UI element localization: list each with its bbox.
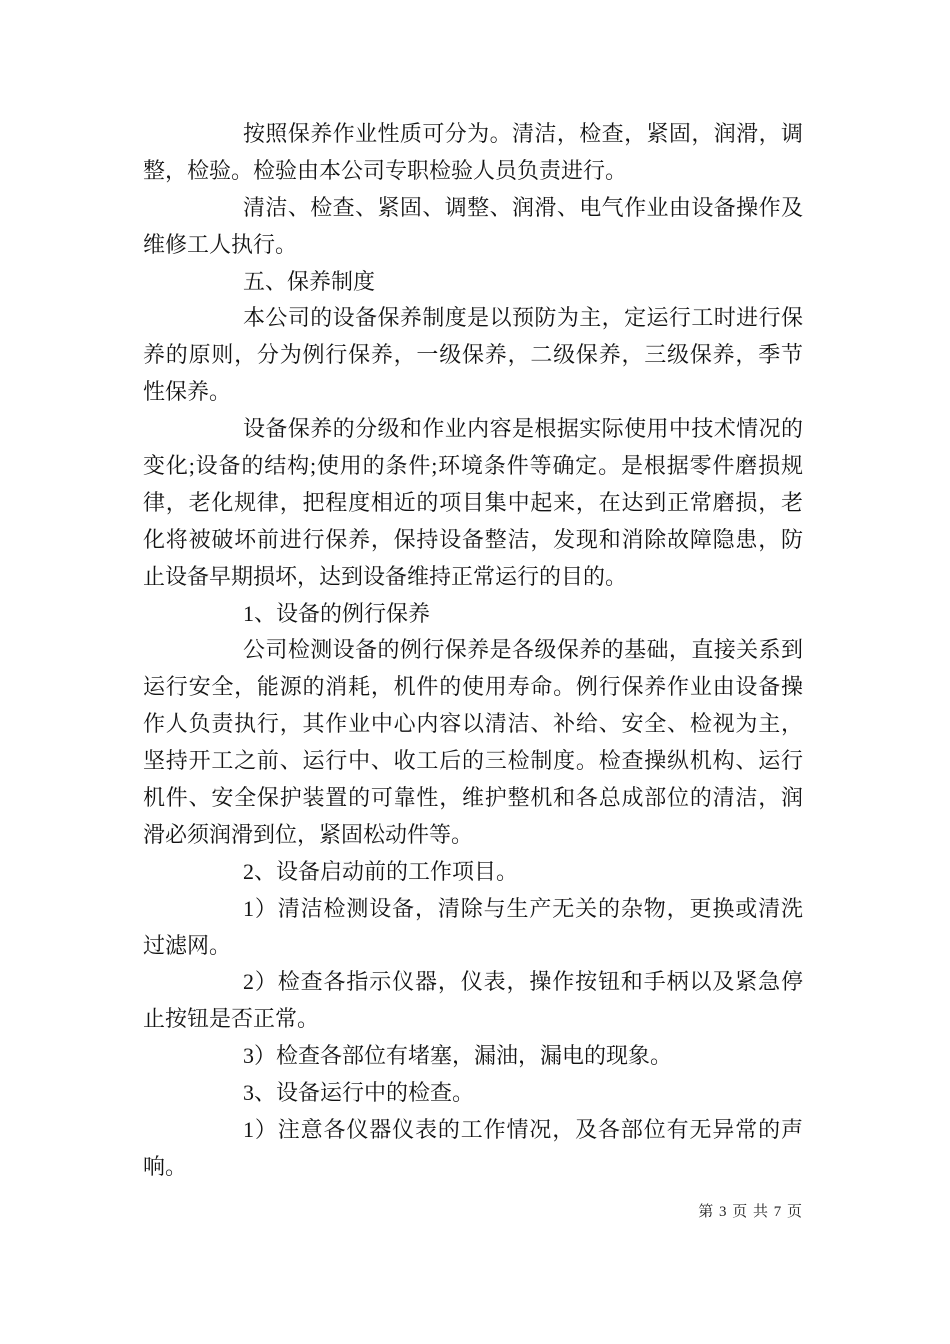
text-line: 1）注意各仪器仪表的工作情况，及各部位有无异常的声 bbox=[243, 1117, 803, 1143]
text-line: 滑必须润滑到位，紧固松动件等。 bbox=[143, 821, 474, 847]
text-line: 公司检测设备的例行保养是各级保养的基础，直接关系到 bbox=[243, 637, 803, 663]
text-line: 1）清洁检测设备，清除与生产无关的杂物，更换或清洗 bbox=[243, 895, 803, 921]
text-line: 响。 bbox=[143, 1153, 188, 1179]
page-number-label: 第 3 页 共 7 页 bbox=[698, 1204, 803, 1220]
text-line: 2、设备启动前的工作项目。 bbox=[243, 858, 519, 884]
text-line: 止设备早期损坏，达到设备维持正常运行的目的。 bbox=[143, 563, 628, 589]
text-line: 五、保养制度 bbox=[243, 268, 376, 294]
text-line: 性保养。 bbox=[143, 379, 232, 405]
text-line: 律，老化规律，把程度相近的项目集中起来，在达到正常磨损，老 bbox=[143, 489, 803, 515]
text-line: 运行安全，能源的消耗，机件的使用寿命。例行保养作业由设备操 bbox=[143, 674, 803, 700]
text-line: 过滤网。 bbox=[143, 932, 232, 958]
text-line: 坚持开工之前、运行中、收工后的三检制度。检查操纵机构、运行 bbox=[143, 748, 803, 774]
text-line: 整，检验。检验由本公司专职检验人员负责进行。 bbox=[143, 157, 628, 183]
text-line: 2）检查各指示仪器，仪表，操作按钮和手柄以及紧急停 bbox=[243, 969, 803, 995]
text-line: 设备保养的分级和作业内容是根据实际使用中技术情况的 bbox=[243, 416, 803, 442]
text-line: 维修工人执行。 bbox=[143, 231, 298, 257]
text-line: 养的原则，分为例行保养，一级保养，二级保养，三级保养，季节 bbox=[143, 342, 803, 368]
text-line: 按照保养作业性质可分为。清洁，检查，紧固，润滑，调 bbox=[243, 121, 803, 146]
text-line: 本公司的设备保养制度是以预防为主，定运行工时进行保 bbox=[243, 305, 803, 331]
text-line: 变化;设备的结构;使用的条件;环境条件等确定。是根据零件磨损规 bbox=[143, 453, 803, 479]
document-body bbox=[143, 116, 803, 1186]
text-line: 3）检查各部位有堵塞，漏油，漏电的现象。 bbox=[243, 1043, 673, 1069]
text-line: 3、设备运行中的检查。 bbox=[243, 1080, 475, 1106]
page-footer bbox=[143, 1202, 803, 1222]
text-line: 1、设备的例行保养 bbox=[243, 600, 431, 626]
text-line: 机件、安全保护装置的可靠性，维护整机和各总成部位的清洁，润 bbox=[143, 785, 803, 811]
text-line: 止按钮是否正常。 bbox=[143, 1006, 320, 1032]
text-line: 清洁、检查、紧固、调整、润滑、电气作业由设备操作及 bbox=[243, 194, 803, 220]
text-line: 作人负责执行，其作业中心内容以清洁、补给、安全、检视为主， bbox=[143, 711, 803, 737]
text-line: 化将被破坏前进行保养，保持设备整洁，发现和消除故障隐患，防 bbox=[143, 526, 803, 552]
